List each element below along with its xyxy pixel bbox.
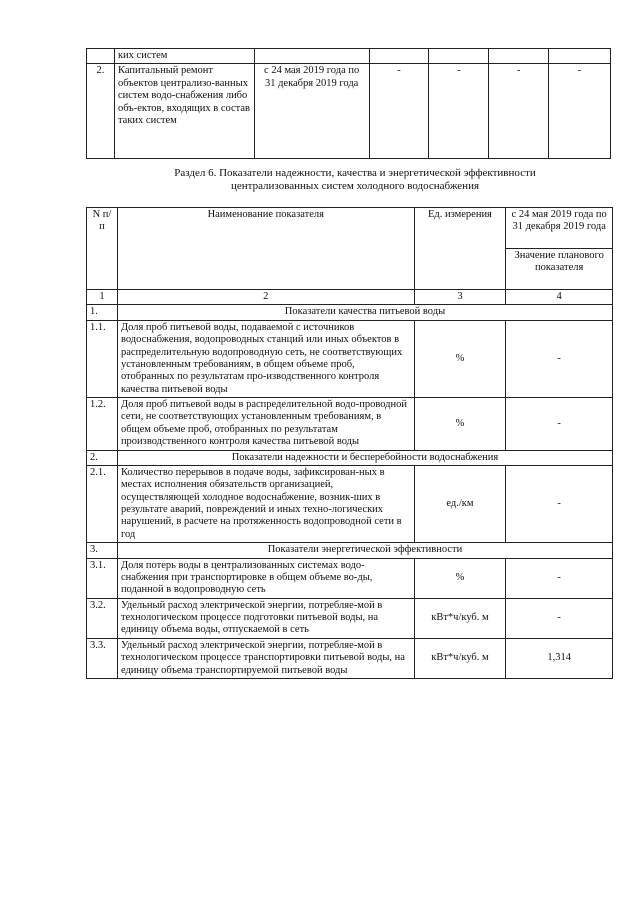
cell-value: -: [429, 64, 489, 159]
row-name: Доля потерь воды в централизованных системах водо-снабжения при транспортировке в общем объеме во-ды, поданной в водопроводную сеть: [117, 558, 414, 598]
cell-num: 2.: [87, 64, 115, 159]
cell-empty: [489, 49, 549, 64]
cell-value: -: [489, 64, 549, 159]
row-name: Доля проб питьевой воды, подаваемой с источников водоснабжения, водопроводных станций или иных объектов в распределительную водопроводную сеть, не соответствующих установленным требованиям, в общем объеме проб, отобранных по результатам про-изводственного контроля качества питьевой воды: [117, 320, 414, 397]
cell-value: -: [369, 64, 429, 159]
cell-empty: [369, 49, 429, 64]
table-row: [87, 64, 611, 159]
col-number: 3: [414, 290, 506, 305]
cell-period: с 24 мая 2019 года по 31 декабря 2019 года: [254, 64, 369, 159]
row-name: Удельный расход электрической энергии, потребляе-мой в технологическом процессе транспортировки питьевой воды, на единицу объема транспортируемой питьевой воды: [117, 638, 414, 678]
table-row: [87, 320, 613, 397]
row-unit: %: [414, 320, 506, 397]
column-number-row: [87, 290, 613, 305]
row-unit: %: [414, 398, 506, 451]
row-value: -: [506, 558, 613, 598]
section-title-line2: централизованных систем холодного водоснабжения: [230, 180, 480, 193]
row-num: 1.1.: [87, 320, 118, 397]
section-row: [87, 305, 613, 320]
table-row: [87, 638, 613, 678]
row-name: Удельный расход электрической энергии, потребляе-мой в технологическом процессе подготовки питьевой воды, на единицу объема воды, отпускаемой в сеть: [117, 598, 414, 638]
header-unit: Ед. измерения: [414, 208, 506, 290]
cell-name: Капитальный ремонт объектов централизо-ванных систем водо-снабжения либо объ-ектов, входящих в состав таких систем: [114, 64, 254, 159]
row-num: 3.3.: [87, 638, 118, 678]
cell-value: -: [549, 64, 611, 159]
table-row: [87, 398, 613, 451]
cell-empty: [549, 49, 611, 64]
header-period: с 24 мая 2019 года по 31 декабря 2019 года: [506, 208, 613, 249]
table-row: [87, 598, 613, 638]
header-num: N п/п: [87, 208, 118, 290]
row-value: -: [506, 465, 613, 542]
row-num: 1.: [87, 305, 118, 320]
cell-name: ких систем: [114, 49, 254, 64]
header-value: Значение планового показателя: [506, 249, 613, 290]
cell-empty: [429, 49, 489, 64]
section-heading: Показатели надежности и бесперебойности водоснабжения: [117, 450, 612, 465]
indicators-table: [86, 207, 613, 679]
section-heading: Показатели энергетической эффективности: [117, 543, 612, 558]
row-num: 3.1.: [87, 558, 118, 598]
col-number: 1: [87, 290, 118, 305]
row-unit: кВт*ч/куб. м: [414, 638, 506, 678]
section-title-line1: Раздел 6. Показатели надежности, качества и энергетической эффективности: [174, 167, 536, 179]
row-num: 1.2.: [87, 398, 118, 451]
row-unit: ед./км: [414, 465, 506, 542]
row-num: 3.: [87, 543, 118, 558]
top-table: [86, 48, 611, 159]
table-row: [87, 49, 611, 64]
table-header-row: [87, 208, 613, 249]
col-number: 4: [506, 290, 613, 305]
section-title: [120, 167, 590, 193]
row-name: Количество перерывов в подаче воды, зафиксирован-ных в местах исполнения обязательств организацией, осуществляющей холодное водоснабжение, возник-ших в результате аварий, повреждений и иных техно-логических нарушений, в расчете на протяженность водопроводной сети в год: [117, 465, 414, 542]
header-name: Наименование показателя: [117, 208, 414, 290]
table-row: [87, 465, 613, 542]
section-row: [87, 543, 613, 558]
row-name: Доля проб питьевой воды в распределительной водо-проводной сети, не соответствующих установленным требованиям, в общем объеме проб, отобранных по результатам производственного контроля качества питьевой воды: [117, 398, 414, 451]
row-value: -: [506, 398, 613, 451]
col-number: 2: [117, 290, 414, 305]
table-row: [87, 558, 613, 598]
cell-num: [87, 49, 115, 64]
row-unit: кВт*ч/куб. м: [414, 598, 506, 638]
row-num: 2.1.: [87, 465, 118, 542]
row-value: -: [506, 320, 613, 397]
row-num: 3.2.: [87, 598, 118, 638]
row-unit: %: [414, 558, 506, 598]
section-heading: Показатели качества питьевой воды: [117, 305, 612, 320]
row-value: -: [506, 598, 613, 638]
row-value: 1,314: [506, 638, 613, 678]
section-row: [87, 450, 613, 465]
cell-empty: [254, 49, 369, 64]
row-num: 2.: [87, 450, 118, 465]
